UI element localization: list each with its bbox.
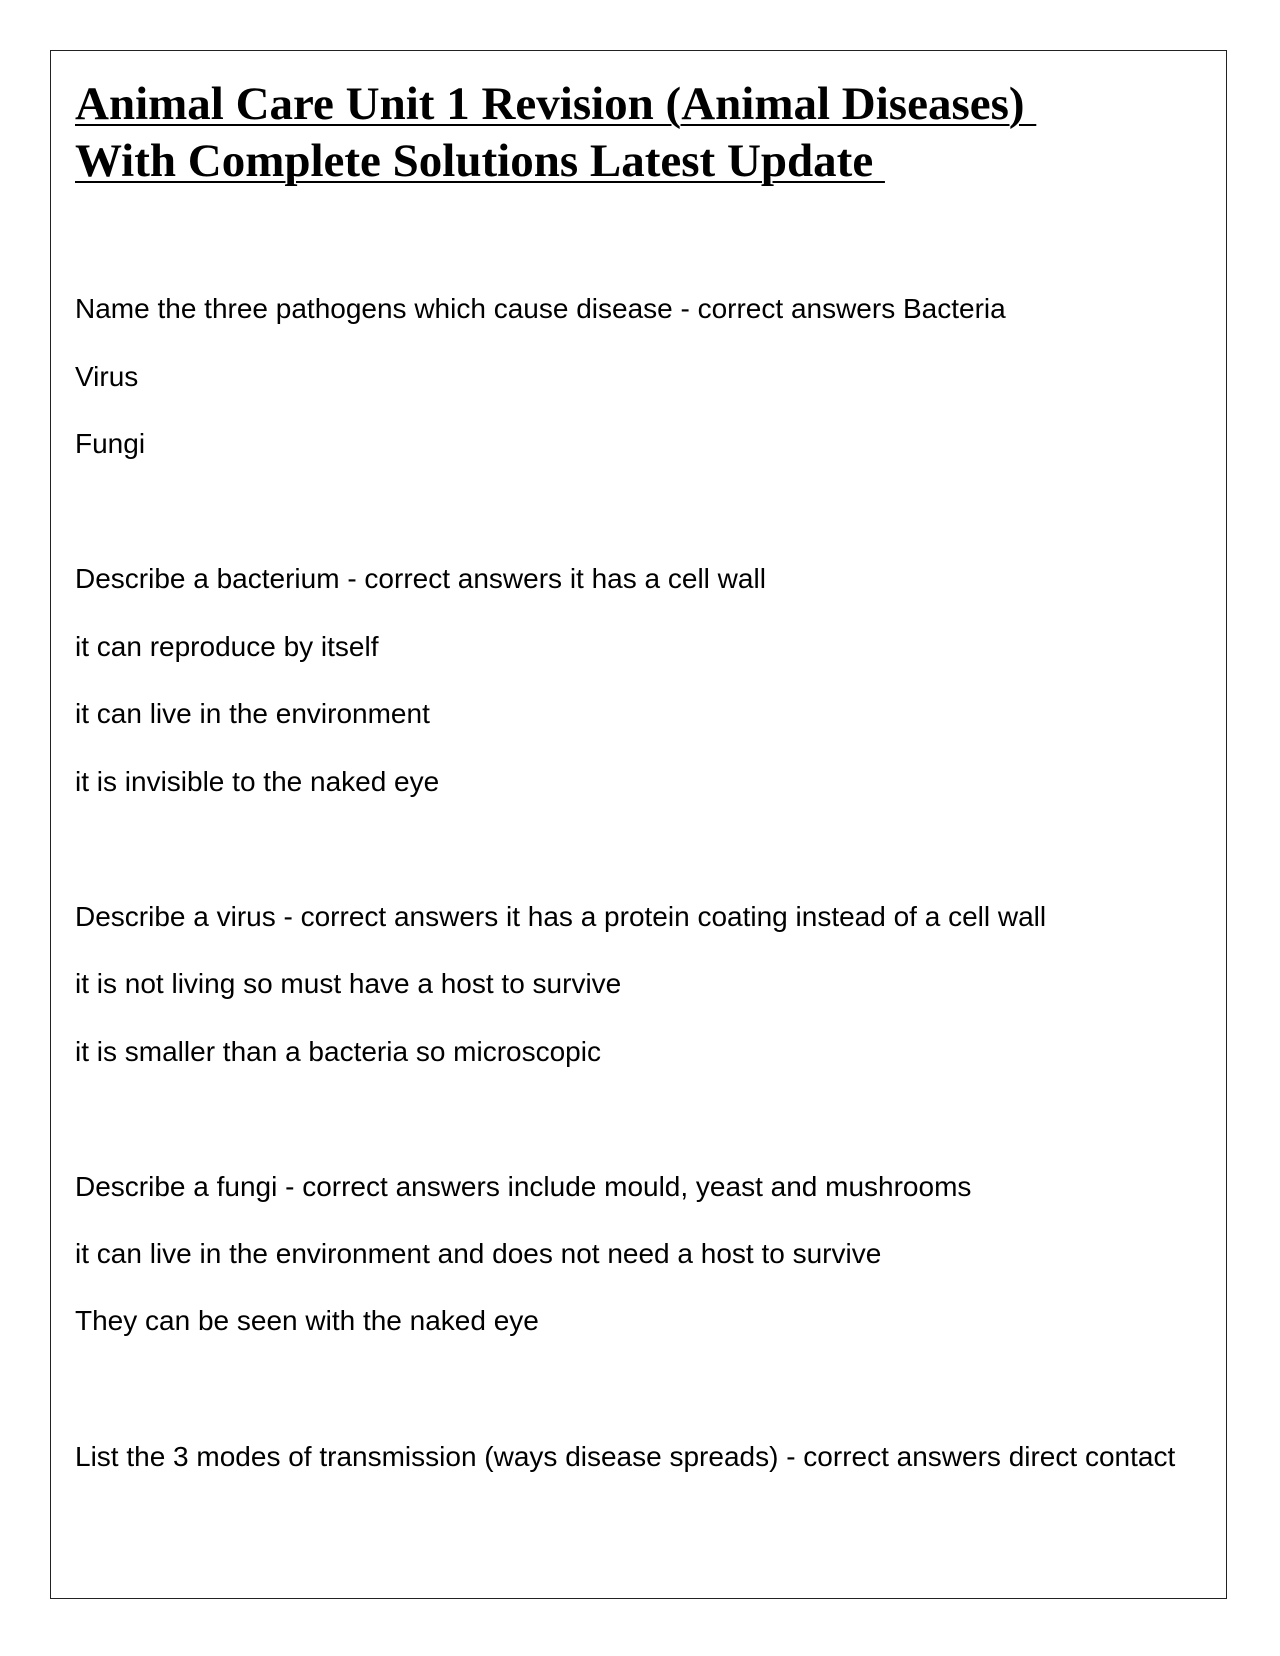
document-title (75, 76, 1195, 190)
answer-line: it can live in the environment and does not need a host to survive (75, 1238, 882, 1269)
answer-line: Virus (75, 361, 139, 392)
answer-line: it is smaller than a bacteria so microscopic (75, 1036, 601, 1067)
question-pathogens: Name the three pathogens which cause disease - correct answers Bacteria (75, 293, 1006, 324)
answer-line: it can reproduce by itself (75, 631, 379, 662)
answer-line: Fungi (75, 428, 146, 459)
question-virus: Describe a virus - correct answers it has a protein coating instead of a cell wall (75, 901, 1047, 932)
answer-line: it is invisible to the naked eye (75, 766, 440, 797)
question-fungi: Describe a fungi - correct answers include mould, yeast and mushrooms (75, 1171, 972, 1202)
title-line-1: Animal Care Unit 1 Revision (Animal Diseases) (75, 78, 1037, 130)
answer-line: They can be seen with the naked eye (75, 1305, 539, 1336)
answer-line: it is not living so must have a host to survive (75, 968, 622, 999)
page-border (50, 50, 1227, 1599)
title-line-2: With Complete Solutions Latest Update (75, 135, 885, 187)
question-bacterium: Describe a bacterium - correct answers it has a cell wall (75, 563, 766, 594)
question-transmission: List the 3 modes of transmission (ways disease spreads) - correct answers direct contact (75, 1441, 1176, 1472)
answer-line: it can live in the environment (75, 698, 430, 729)
